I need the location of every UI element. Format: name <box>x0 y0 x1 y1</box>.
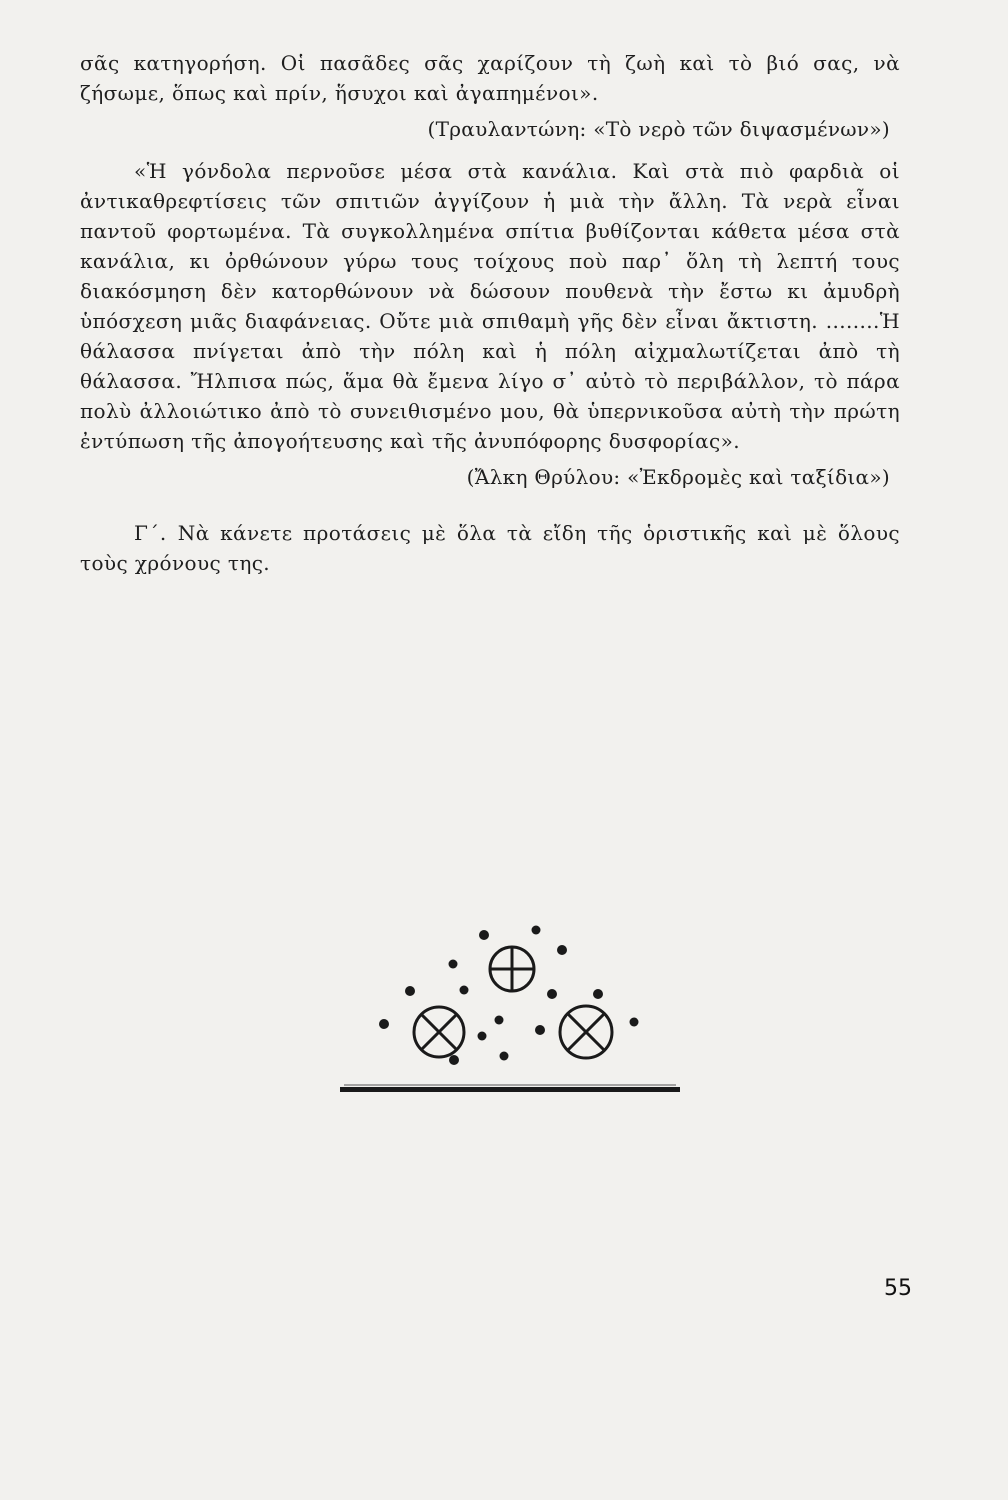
paragraph-ending-quote: σᾶς κατηγορήση. Οἱ πασᾶδες σᾶς χαρίζουν τὴ ζωὴ καὶ τὸ βιό σας, νὰ ζήσωμε, ὅπως καὶ πρίν, ἥσυχοι καὶ ἀγαπημένοι». <box>80 51 900 105</box>
attribution-thrylou: (Ἄλκη Θρύλου: «Ἐκδρομὲς καὶ ταξίδια») <box>466 465 890 489</box>
circled-cross-symbols <box>414 947 612 1058</box>
exercise-c <box>80 518 900 578</box>
exercise-instruction: Νὰ κάνετε προτάσεις μὲ ὅλα τὰ εἴδη τῆς ὁριστικῆς καὶ μὲ ὅλους τοὺς χρόνους της. <box>80 521 900 575</box>
page-number: 55 <box>884 1276 912 1301</box>
exercise-label: Γ΄. <box>134 521 168 545</box>
attribution-traulantoni: (Τραυλαντώνη: «Τὸ νερὸ τῶν διψασμένων») <box>427 117 890 141</box>
dots-and-circled-crosses-illustration <box>336 912 682 1096</box>
ground-line <box>340 1085 680 1092</box>
page-body <box>80 48 900 578</box>
paragraph-gondola-quote: «Ἡ γόνδολα περνοῦσε μέσα στὰ κανάλια. Καὶ στὰ πιὸ φαρδιὰ οἱ ἀντικαθρεφτίσεις τῶν σπιτιῶν ἀγγίζουν ἡ μιὰ τὴν ἄλλη. Τὰ νερὰ εἶναι παντοῦ φορτωμένα. Τὰ συγκολλημένα σπίτια βυθίζονται κάθετα μέσα στὰ κανάλια, κι ὀρθώνουν γύρω τους τοίχους ποὺ παρ᾽ ὅλη τὴ λεπτή τους διακόσμηση δὲν κατορθώνουν νὰ δώσουν πουθενὰ τὴν ἔστω κι ἀμυδρὴ ὑπόσχεση μιᾶς διαφάνειας. Οὔτε μιὰ σπιθαμὴ γῆς δὲν εἶναι ἄκτιστη. ........Ἡ θάλασσα πνίγεται ἀπὸ τὴν πόλη καὶ ἡ πόλη αἰχμαλωτίζεται ἀπὸ τὴ θάλασσα. Ἤλπισα πώς, ἅμα θὰ ἔμενα λίγο σ᾽ αὐτὸ τὸ περιβάλλον, τὸ πάρα πολὺ ἀλλοιώτικο ἀπὸ τὸ συνειθισμένο μου, θὰ ὑπερνικοῦσα αὐτὴ τὴν πρώτη ἐντύπωση τῆς ἀπογοήτευσης καὶ τῆς ἀνυπόφορης δυσφορίας». <box>80 159 900 453</box>
